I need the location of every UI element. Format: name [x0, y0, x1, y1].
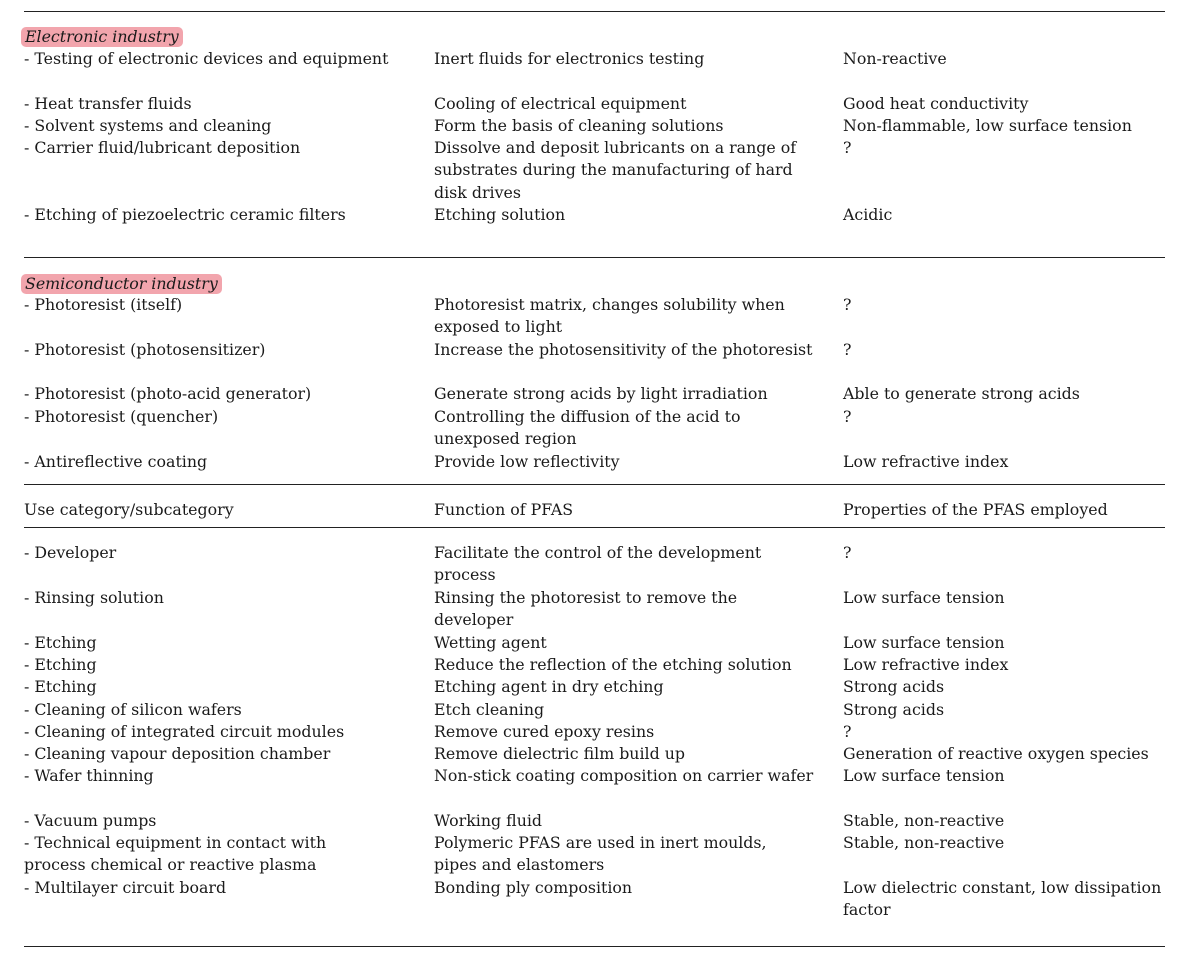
header-top-rule: [24, 484, 1165, 485]
function-cell: Reduce the reflection of the etching solution: [434, 655, 792, 674]
properties-cell: Strong acids: [843, 677, 945, 696]
use-cell: - Vacuum pumps: [24, 811, 157, 830]
function-cell: Increase the photosensitivity of the photoresist: [434, 340, 813, 359]
use-cell: - Solvent systems and cleaning: [24, 116, 272, 135]
properties-cell: Strong acids: [843, 700, 945, 719]
properties-cell: Low dielectric constant, low dissipation factor: [843, 878, 1162, 920]
properties-cell: Low surface tension: [843, 633, 1005, 652]
function-cell: Non-stick coating composition on carrier wafer: [434, 766, 814, 785]
use-cell: - Developer: [24, 543, 117, 562]
use-cell: - Carrier fluid/lubricant deposition: [24, 138, 301, 157]
column-header-function: Function of PFAS: [434, 500, 574, 519]
section-label-semiconductor: Semiconductor industry: [21, 274, 222, 294]
top-rule: [24, 11, 1165, 12]
use-cell: - Cleaning of silicon wafers: [24, 700, 242, 719]
function-cell: Remove dielectric film build up: [434, 744, 686, 763]
use-cell: - Technical equipment in contact with process chemical or reactive plasma: [24, 833, 327, 875]
properties-cell: Generation of reactive oxygen species: [843, 744, 1149, 763]
function-cell: Bonding ply composition: [434, 878, 633, 897]
function-cell: Etch cleaning: [434, 700, 545, 719]
use-cell: - Photoresist (quencher): [24, 407, 219, 426]
properties-cell: ?: [843, 295, 852, 314]
properties-cell: ?: [843, 543, 852, 562]
use-cell: - Cleaning vapour deposition chamber: [24, 744, 331, 763]
properties-cell: Good heat conductivity: [843, 94, 1029, 113]
column-header-use: Use category/subcategory: [24, 500, 234, 519]
properties-cell: ?: [843, 138, 852, 157]
use-cell: - Etching: [24, 655, 97, 674]
use-cell: - Multilayer circuit board: [24, 878, 227, 897]
function-cell: Dissolve and deposit lubricants on a range of substrates during the manufacturing of hard disk drives: [434, 138, 797, 202]
properties-cell: Non-reactive: [843, 49, 947, 68]
function-cell: Cooling of electrical equipment: [434, 94, 687, 113]
use-cell: - Rinsing solution: [24, 588, 164, 607]
use-cell: - Etching: [24, 677, 97, 696]
properties-cell: Able to generate strong acids: [843, 384, 1080, 403]
use-cell: - Antireflective coating: [24, 452, 208, 471]
use-cell: - Wafer thinning: [24, 766, 154, 785]
function-cell: Facilitate the control of the development process: [434, 543, 762, 585]
function-cell: Remove cured epoxy resins: [434, 722, 655, 741]
properties-cell: ?: [843, 722, 852, 741]
header-bottom-rule: [24, 527, 1165, 528]
bottom-rule: [24, 946, 1165, 947]
function-cell: Rinsing the photoresist to remove the developer: [434, 588, 738, 630]
section-divider: [24, 257, 1165, 258]
section-label-electronic: Electronic industry: [21, 27, 183, 47]
use-cell: - Photoresist (photo-acid generator): [24, 384, 312, 403]
function-cell: Working fluid: [434, 811, 543, 830]
properties-cell: Stable, non-reactive: [843, 833, 1005, 852]
properties-cell: Low refractive index: [843, 452, 1009, 471]
properties-cell: Non-flammable, low surface tension: [843, 116, 1132, 135]
function-cell: Controlling the diffusion of the acid to unexposed region: [434, 407, 741, 449]
use-cell: - Cleaning of integrated circuit modules: [24, 722, 345, 741]
function-cell: Photoresist matrix, changes solubility when exposed to light: [434, 295, 785, 337]
column-header-properties: Properties of the PFAS employed: [843, 500, 1108, 519]
function-cell: Provide low reflectivity: [434, 452, 620, 471]
properties-cell: Acidic: [843, 205, 893, 224]
function-cell: Etching agent in dry etching: [434, 677, 664, 696]
properties-cell: Low refractive index: [843, 655, 1009, 674]
properties-cell: Low surface tension: [843, 588, 1005, 607]
function-cell: Polymeric PFAS are used in inert moulds, pipes and elastomers: [434, 833, 767, 875]
properties-cell: Low surface tension: [843, 766, 1005, 785]
function-cell: Form the basis of cleaning solutions: [434, 116, 724, 135]
use-cell: - Photoresist (photosensitizer): [24, 340, 266, 359]
function-cell: Generate strong acids by light irradiation: [434, 384, 768, 403]
use-cell: - Etching: [24, 633, 97, 652]
function-cell: Wetting agent: [434, 633, 547, 652]
use-cell: - Etching of piezoelectric ceramic filters: [24, 205, 346, 224]
use-cell: - Heat transfer fluids: [24, 94, 192, 113]
function-cell: Inert fluids for electronics testing: [434, 49, 705, 68]
properties-cell: ?: [843, 407, 852, 426]
function-cell: Etching solution: [434, 205, 566, 224]
properties-cell: ?: [843, 340, 852, 359]
use-cell: - Photoresist (itself): [24, 295, 183, 314]
use-cell: - Testing of electronic devices and equipment: [24, 49, 389, 68]
properties-cell: Stable, non-reactive: [843, 811, 1005, 830]
